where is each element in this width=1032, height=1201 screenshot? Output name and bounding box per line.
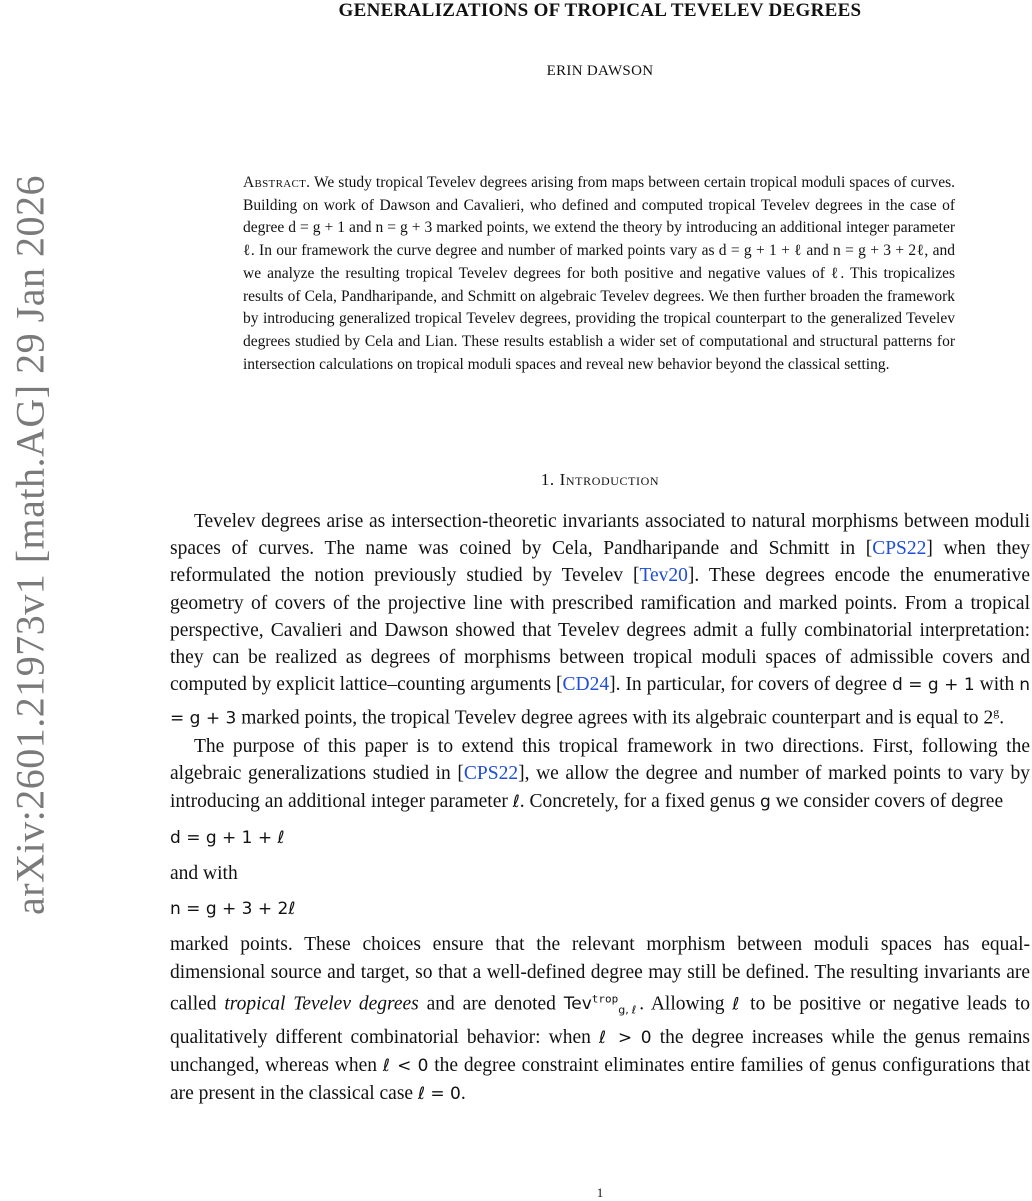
body-text xyxy=(170,508,1030,1109)
text-run: marked points. These choices ensure that the relevant morphism between moduli spaces has equal-dimensional source and target, so that a well-defined degree may still be defined. The resulting invariants are called xyxy=(170,934,1030,1015)
tevelev-notation xyxy=(563,992,640,1017)
paragraph-2 xyxy=(170,733,1030,816)
citation-link-cd24[interactable]: CD24 xyxy=(562,674,610,696)
text-run: ], we allow the degree and number of marked points to vary by introducing an additional integer parameter xyxy=(170,763,1030,812)
abstract-label: Abstract. xyxy=(243,174,311,191)
inline-math: ℓ xyxy=(512,791,520,812)
equation-text: d = g + 1 + ℓ xyxy=(170,827,285,848)
text-run: Tevelev degrees arise as intersection-theoretic invariants associated to natural morphisms between moduli spaces of curves. The name was coined by Cela, Pandharipande and Schmitt in [ xyxy=(170,511,1030,560)
tev-subscript: g,ℓ xyxy=(618,1003,640,1017)
text-run: The purpose of this paper is to extend this tropical framework in two directions. First, following the algebraic generalizations studied in [ xyxy=(170,736,1030,785)
text-run: ]. In particular, for covers of degree xyxy=(609,674,892,696)
text-run: ] when they reformulated the notion previously studied by Tevelev [ xyxy=(170,538,1030,587)
abstract xyxy=(243,172,955,376)
citation-link-cps22[interactable]: CPS22 xyxy=(463,763,519,785)
inline-math: ℓ < 0 xyxy=(382,1056,429,1077)
inline-math: ℓ = 0 xyxy=(417,1084,461,1105)
text-run: . Concretely, for a fixed genus xyxy=(519,790,761,812)
text-run: . xyxy=(999,707,1005,729)
equation-text: n = g + 3 + 2ℓ xyxy=(170,899,296,920)
page-number: 1 xyxy=(596,1185,604,1200)
text-run: with xyxy=(974,674,1020,696)
text-run: we consider covers of degree xyxy=(770,790,1004,812)
paragraph-3 xyxy=(170,931,1030,1108)
text-run: ]. These degrees encode the enumerative geometry of covers of the projective line with prescribed ramification and marked points. From a tropical perspective, Cavalieri and Dawson showed that Tevelev degrees admit a fully combinatorial interpretation: they can be realized as degrees of morphisms between tropical moduli spaces of admissible covers and computed by explicit lattice–counting arguments [ xyxy=(170,565,1030,696)
citation-link-cps22[interactable]: CPS22 xyxy=(872,538,927,560)
display-equation-marked-points xyxy=(170,895,1030,923)
inline-math: n = g + 3 xyxy=(170,675,1031,729)
math-superscript: g xyxy=(993,705,1000,720)
author-name: ERIN DAWSON xyxy=(546,63,654,79)
section-heading xyxy=(0,470,1032,490)
text-run: . xyxy=(460,1083,466,1105)
arxiv-stamp-text: arXiv:2601.21973v1 [math.AG] 29 Jan 2026 xyxy=(7,175,53,915)
tev-superscript: trop xyxy=(591,992,619,1006)
paper-title: GENERALIZATIONS OF TROPICAL TEVELEV DEGREES xyxy=(338,0,862,21)
paragraph-1 xyxy=(170,508,1030,733)
display-equation-degree xyxy=(170,824,1030,852)
tev-base: Tev xyxy=(563,994,592,1015)
text-run: and are denoted xyxy=(418,993,564,1015)
text-run: the degree constraint eliminates entire families of genus configurations that are present in the classical case xyxy=(170,1055,1030,1105)
inline-math: ℓ xyxy=(732,994,743,1015)
section-number: 1. xyxy=(540,470,555,489)
emphasis-term: tropical Tevelev degrees xyxy=(224,993,419,1015)
inline-math: ℓ > 0 xyxy=(599,1028,652,1048)
text-run: to be positive or negative leads to qualitatively different combinatorial behavior: when xyxy=(170,993,1031,1048)
citation-link-tev20[interactable]: Tev20 xyxy=(639,565,688,587)
section-title: Introduction xyxy=(559,470,660,489)
arxiv-identifier-stamp xyxy=(0,0,60,1199)
inline-math: g xyxy=(760,791,771,812)
inline-math: 2 xyxy=(983,707,994,729)
connector-text: and with xyxy=(170,862,238,884)
abstract-text: We study tropical Tevelev degrees arising from maps between certain tropical moduli spaces of curves. Building on work of Dawson and Cavalieri, who defined and computed tropical Tevelev degrees in the case of degree d = g + 1 and n = g + 3 marked points, we extend the theory by introducing an additional integer parameter ℓ. In our framework the curve degree and number of marked points vary as d = g + 1 + ℓ and n = g + 3 + 2ℓ, and we analyze the resulting tropical Tevelev degrees for both positive and negative values of ℓ. This tropicalizes results of Cela, Pandharipande, and Schmitt on algebraic Tevelev degrees. We then further broaden the framework by introducing generalized tropical Tevelev degrees, providing the tropical counterpart to the generalized Tevelev degrees studied by Cela and Lian. These results establish a wider set of computational and structural patterns for intersection calculations on tropical moduli spaces and reveal new behavior beyond the classical setting. xyxy=(243,174,955,373)
text-run: marked points, the tropical Tevelev degree agrees with its algebraic counterpart and is equal to xyxy=(236,707,984,729)
inline-math: d = g + 1 xyxy=(891,675,975,696)
text-run: the degree increases while the genus remains unchanged, whereas when xyxy=(170,1027,1031,1077)
text-run: . Allowing xyxy=(639,993,733,1015)
